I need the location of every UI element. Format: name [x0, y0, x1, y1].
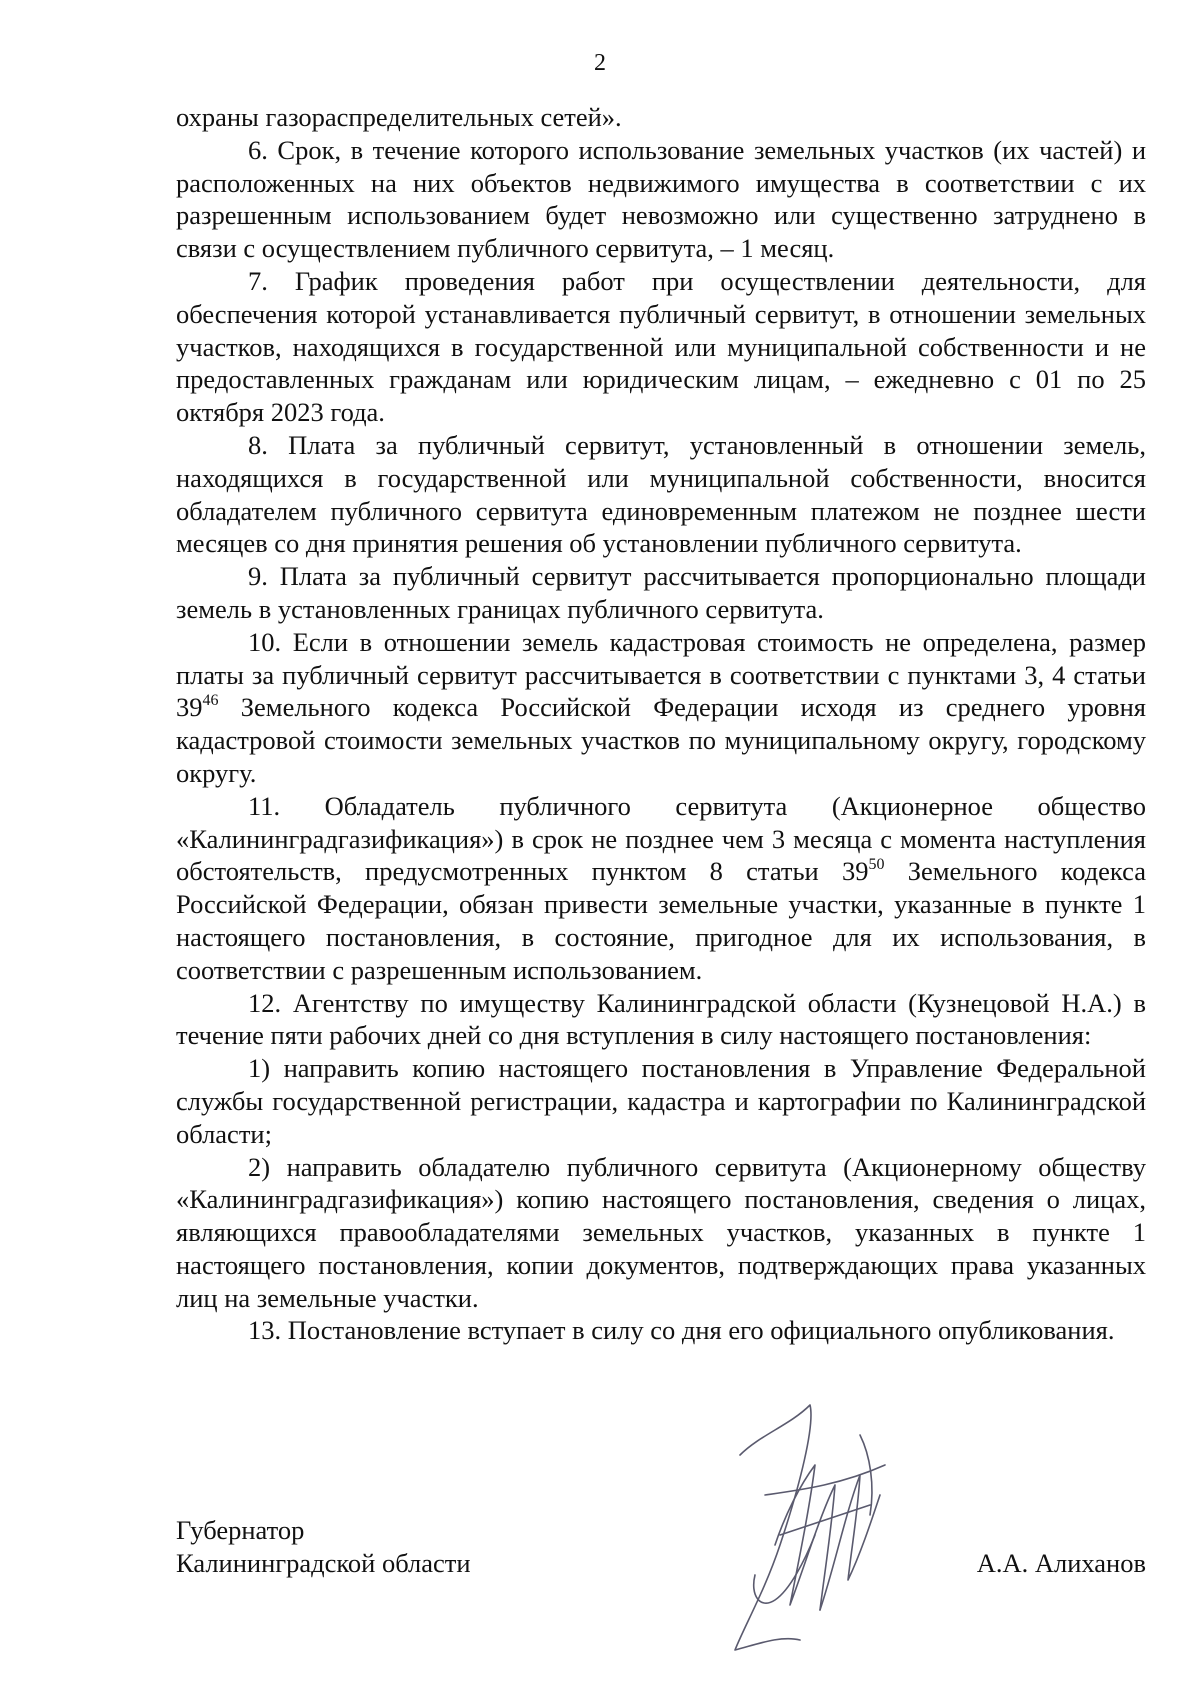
- paragraph-10: [176, 626, 1146, 790]
- paragraph-13: 13. Постановление вступает в силу со дня его официального опубликования.: [248, 1315, 1115, 1346]
- handwritten-signature: [720, 1395, 900, 1655]
- article-superscript-50: 50: [868, 856, 885, 874]
- paragraph-6: 6. Срок, в течение которого использование земельных участков (их частей) и расположенных на них объектов недвижимого имущества в соответствии с их разрешенным использованием будет невозможно или существенно затруднено в связи с осуществлением публичного сервитута, – 1 месяц.: [176, 134, 1146, 264]
- paragraph-10-part-b: Земельного кодекса Российской Федерации исходя из среднего уровня кадастровой стоимости земельных участков по муниципальному округу, городскому округу.: [176, 692, 1146, 788]
- paragraph-7: 7. График проведения работ при осуществлении деятельности, для обеспечения которой устанавливается публичный сервитут, в отношении земельных участков, находящихся в государственной или муниципальной собственности и не предоставленных гражданам или юридическим лицам, – ежедневно с 01 по 25 октября 2023 года.: [176, 265, 1146, 428]
- signatory-name: А.А. Алиханов: [976, 1548, 1146, 1578]
- position-region: Калининградской области: [176, 1548, 471, 1578]
- position-title: Губернатор: [176, 1515, 305, 1545]
- paragraph-11-part-a: 11. Обладатель публичного сервитута (Акционерное общество «Калининградгазификация») в срок не позднее чем 3 месяца с момента наступления обстоятельств, предусмотренных пунктом 8 статьи 39: [176, 790, 1146, 887]
- paragraph-9: 9. Плата за публичный сервитут рассчитывается пропорционально площади земель в установленных границах публичного сервитута.: [176, 561, 1146, 624]
- paragraph-12: 12. Агентству по имуществу Калининградской области (Кузнецовой Н.А.) в течение пяти рабочих дней со дня вступления в силу настоящего постановления:: [176, 987, 1146, 1051]
- paragraph-12-item-2: 2) направить обладателю публичного сервитута (Акционерному обществу «Калининградгазификация») копию настоящего постановления, сведения о лицах, являющихся правообладателями земельных участков, указанных в пункте 1 настоящего постановления, копии документов, подтверждающих права указанных лиц на земельные участки.: [176, 1151, 1146, 1313]
- page-number: 2: [594, 50, 606, 76]
- paragraph-5-tail: охраны газораспределительных сетей».: [176, 102, 622, 132]
- paragraph-12-item-1: 1) направить копию настоящего постановления в Управление Федеральной службы государственной регистрации, кадастра и картографии по Калининградской области;: [176, 1053, 1146, 1149]
- paragraph-11: [176, 790, 1146, 987]
- paragraph-10-part-a: 10. Если в отношении земель кадастровая стоимость не определена, размер платы за публичный сервитут рассчитывается в соответствии с пунктами 3, 4 статьи 39: [176, 626, 1146, 723]
- paragraph-11-part-b: Земельного кодекса Российской Федерации, обязан привести земельные участки, указанные в пункте 1 настоящего постановления, в состояние, пригодное для их использования, в соответствии с разрешенным использованием.: [176, 856, 1146, 985]
- article-superscript-46: 46: [202, 692, 219, 710]
- document-body: [176, 101, 1146, 1347]
- paragraph-8: 8. Плата за публичный сервитут, установленный в отношении земель, находящихся в государственной или муниципальной собственности, вносится обладателем публичного сервитута единовременным платежом не позднее шести месяцев со дня принятия решения об установлении публичного сервитута.: [176, 429, 1146, 559]
- signatory-position: [176, 1514, 471, 1580]
